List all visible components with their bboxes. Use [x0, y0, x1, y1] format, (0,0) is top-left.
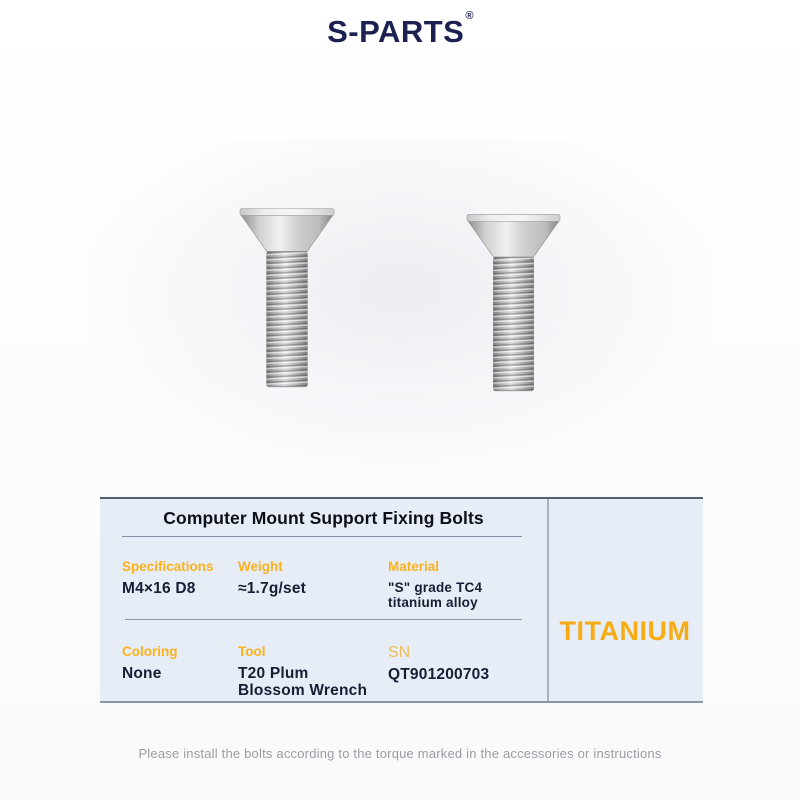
spec-label: Weight: [238, 559, 283, 574]
spec-cell-tool: [238, 645, 388, 700]
spec-cell-specifications: [122, 560, 238, 611]
brand-name: S-PARTS: [327, 14, 465, 49]
bolt-threads: [493, 257, 534, 391]
spec-cell-coloring: [122, 645, 238, 700]
product-photo-background: [90, 140, 710, 470]
spec-label: Coloring: [122, 644, 178, 659]
spec-value: M4×16 D8: [122, 579, 196, 597]
spec-table-main-section: [100, 499, 547, 701]
spec-cell-sn: [388, 645, 537, 700]
countersunk-bolt-icon: [239, 207, 335, 390]
row-divider: [125, 619, 522, 620]
brand-logo: [0, 9, 800, 50]
spec-table: [100, 497, 703, 703]
spec-value: QT901200703: [388, 666, 490, 683]
spec-value: "S" grade TC4 titanium alloy: [388, 579, 483, 611]
spec-row-2: [122, 645, 537, 700]
spec-label: SN: [388, 644, 411, 661]
bolt-head-top: [240, 208, 334, 215]
spec-row-1: [122, 560, 537, 611]
bolt-threads: [267, 252, 308, 387]
footer-note: Please install the bolts according to the torque marked in the accessories or instructions: [138, 746, 662, 761]
registered-mark: ®: [465, 9, 474, 22]
bolt-head-top: [467, 214, 560, 221]
spec-value: None: [122, 664, 162, 682]
spec-label: Specifications: [122, 559, 214, 574]
spec-value: ≈1.7g/set: [238, 579, 307, 597]
spec-value: T20 Plum Blossom Wrench: [238, 664, 368, 700]
countersunk-bolt-icon: [466, 213, 561, 394]
table-title: Computer Mount Support Fixing Bolts: [163, 508, 484, 528]
bolt-head: [241, 215, 333, 252]
spec-label: Material: [388, 559, 440, 574]
bolt-head: [468, 221, 559, 257]
spec-cell-weight: [238, 560, 388, 611]
titanium-side-label: TITANIUM: [559, 616, 691, 646]
spec-label: Tool: [238, 644, 266, 659]
spec-table-side-section: [547, 499, 703, 701]
title-underline: [122, 536, 522, 537]
spec-cell-material: [388, 560, 537, 611]
